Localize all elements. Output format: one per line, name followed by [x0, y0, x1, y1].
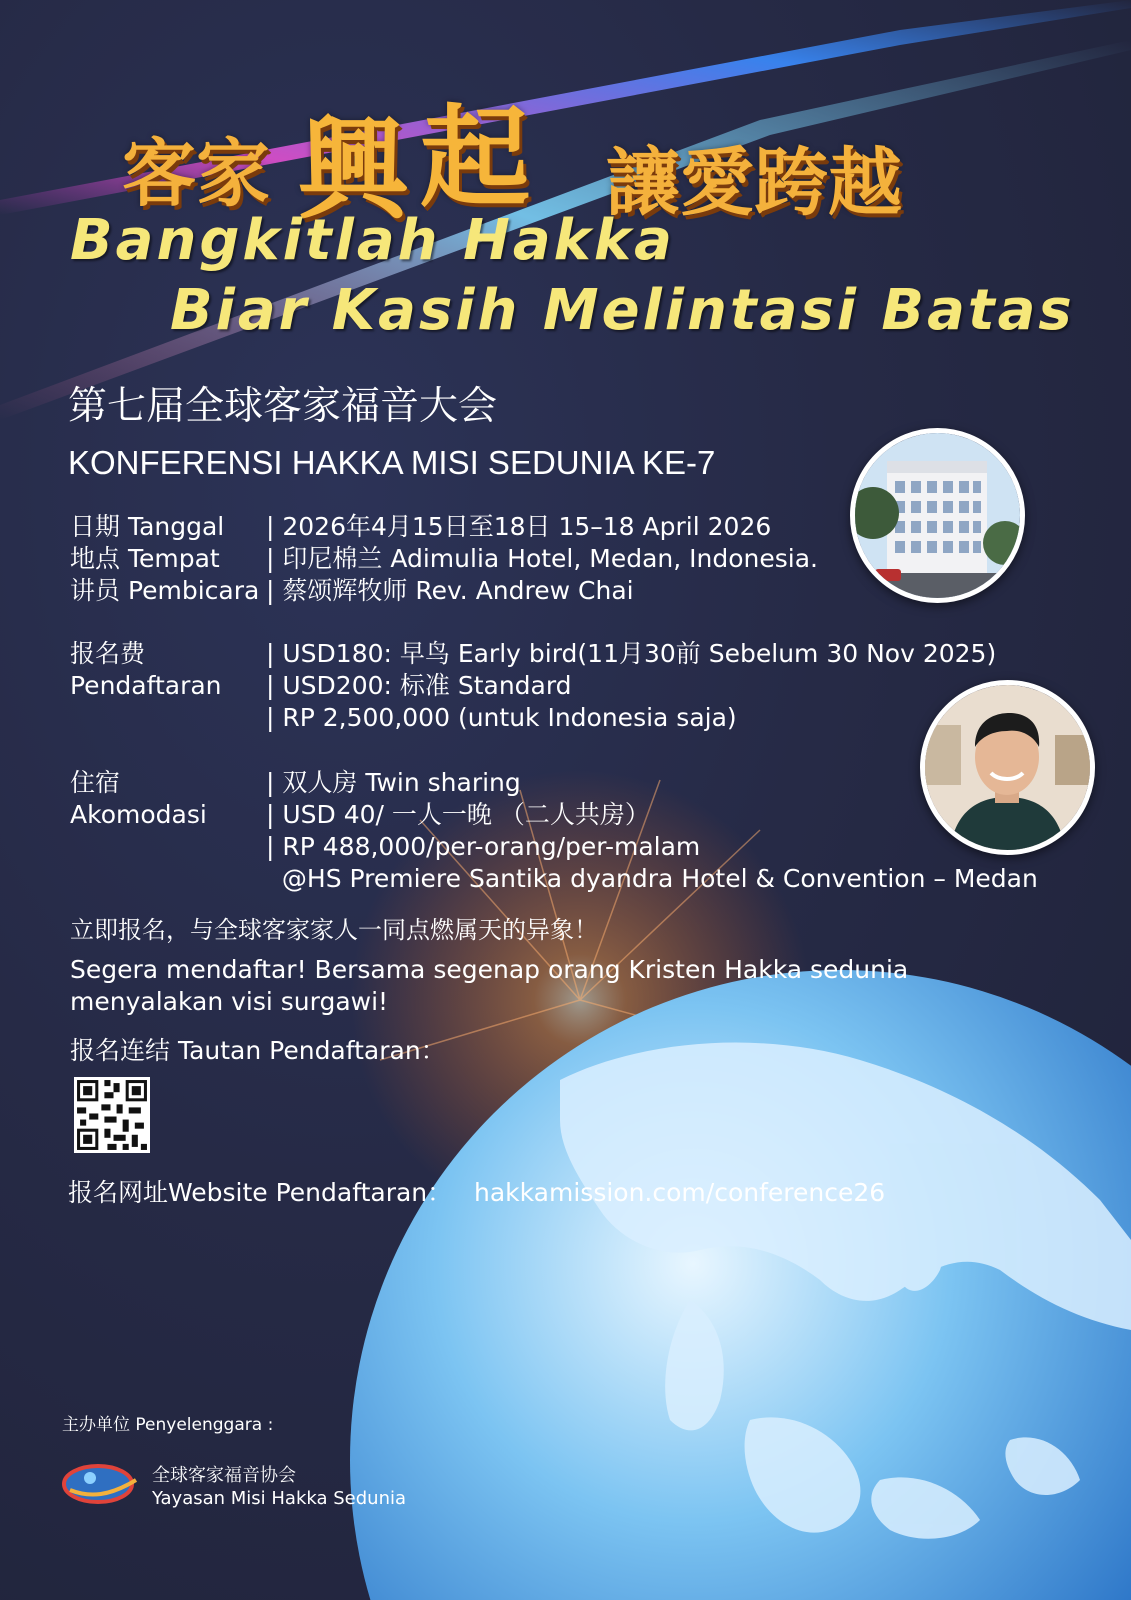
speaker-value: | 蔡颂辉牧师 Rev. Andrew Chai — [266, 576, 634, 605]
headline-cn-part2: 讓愛跨越 — [606, 140, 902, 226]
hotel-building-icon — [855, 433, 1020, 598]
fee-label-cn: 报名费 — [70, 639, 146, 668]
venue-label: 地点 Tempat — [70, 544, 220, 573]
cta-cn: 立即报名，与全球客家家人一同点燃属天的异象！ — [70, 916, 598, 944]
lodging-label-cn: 住宿 — [70, 768, 121, 797]
speaker-label: 讲员 Pembicara — [70, 576, 260, 605]
registration-link-label: 报名连结 Tautan Pendaftaran： — [70, 1036, 446, 1065]
organizer-label: 主办单位 Penyelenggara : — [62, 1415, 274, 1435]
headline-cn-big2: 起 — [420, 93, 530, 222]
lodging-room-type: | 双人房 Twin sharing — [266, 768, 521, 797]
conference-name-cn: 第七届全球客家福音大会 — [68, 384, 498, 429]
hotel-photo — [850, 428, 1025, 603]
organizer-name-id: Yayasan Misi Hakka Sedunia — [152, 1488, 407, 1509]
qr-code-icon — [74, 1077, 150, 1153]
date-label: 日期 Tanggal — [70, 512, 225, 541]
fee-indonesia: | RP 2,500,000 (untuk Indonesia saja) — [266, 703, 737, 732]
lodging-usd-price: | USD 40/ 一人一晚 （二人共房） — [266, 800, 650, 829]
headline-id-line2: Biar Kasih Melintasi Batas — [170, 278, 1075, 343]
fee-standard: | USD200: 标准 Standard — [266, 671, 572, 700]
headline-cn-part1: 客家 — [122, 131, 270, 217]
website-url-link[interactable]: hakkamission.com/conference26 — [474, 1178, 886, 1207]
lodging-hotel: @HS Premiere Santika dyandra Hotel & Convention – Medan — [266, 864, 1038, 893]
fee-label-id: Pendaftaran — [70, 671, 222, 700]
speaker-photo — [920, 680, 1095, 855]
fee-early-bird: | USD180: 早鸟 Early bird(11月30前 Sebelum 30 Nov 2025) — [266, 639, 997, 668]
organizer-name-cn: 全球客家福音协会 — [152, 1465, 296, 1486]
date-value: | 2026年4月15日至18日 15–18 April 2026 — [266, 512, 772, 541]
lodging-rp-price: | RP 488,000/per-orang/per-malam — [266, 832, 701, 861]
cta-id-line2: menyalakan visi surgawi! — [70, 987, 389, 1016]
website-label: 报名网址Website Pendaftaran： — [68, 1178, 453, 1207]
venue-value: | 印尼棉兰 Adimulia Hotel, Medan, Indonesia. — [266, 544, 818, 573]
speaker-portrait-icon — [925, 685, 1090, 850]
conference-name-id: KONFERENSI HAKKA MISI SEDUNIA KE-7 — [68, 444, 716, 481]
headline-id-line1: Bangkitlah Hakka — [70, 208, 675, 273]
cta-id-line1: Segera mendaftar! Bersama segenap orang Kristen Hakka sedunia — [70, 955, 909, 984]
headline-cn-big1: 興 — [298, 105, 408, 234]
registration-qr-code[interactable] — [74, 1077, 150, 1153]
lodging-label-id: Akomodasi — [70, 800, 207, 829]
organizer-logo-icon — [60, 1456, 140, 1508]
